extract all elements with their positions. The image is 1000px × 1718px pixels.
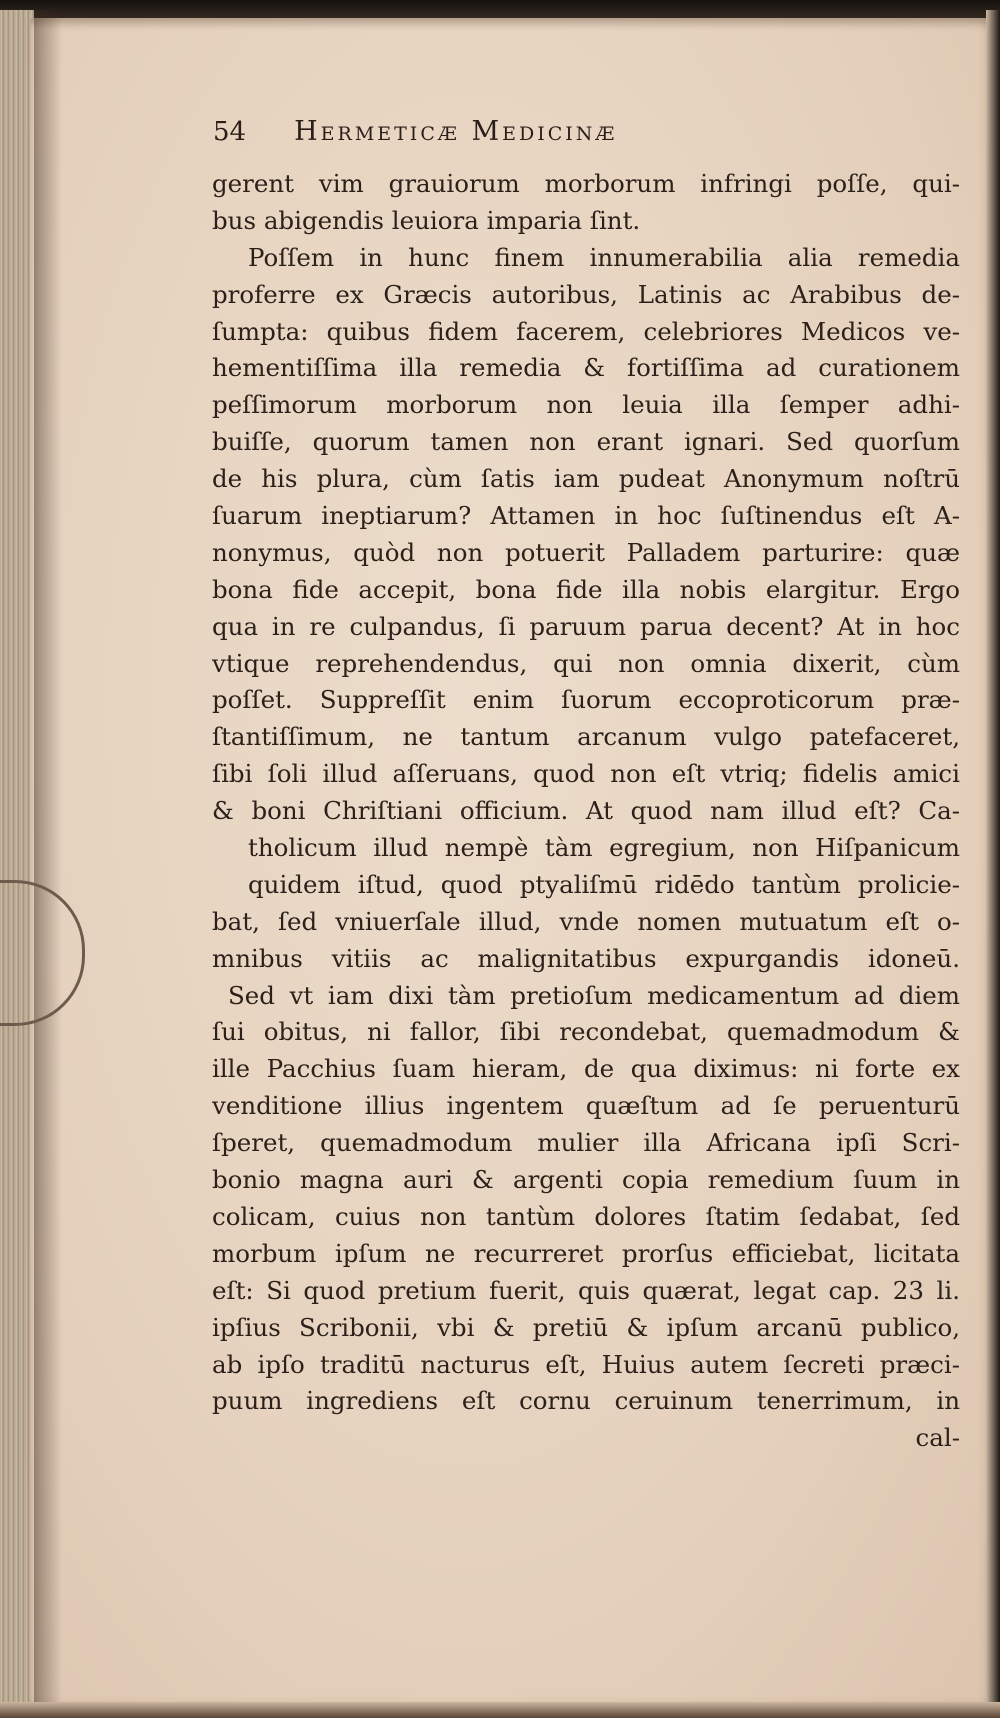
text-line: ſuarum ineptiarum? Attamen in hoc ſuſtinendus eſt A-	[212, 501, 960, 531]
text-line: hementiſſima illa remedia & fortiſſima ad curationem	[212, 353, 960, 383]
text-line: tholicum illud nempè tàm egregium, non Hiſpanicum	[248, 833, 960, 863]
text-line: ſibi ſoli illud aſſeruans, quod non eſt vtriq; fidelis amici	[212, 759, 960, 789]
text-line: quidem iſtud, quod ptyaliſmū ridēdo tantùm prolicie-	[248, 869, 960, 899]
text-line: ſui obitus, ni fallor, ſibi recondebat, quemadmodum &	[212, 1017, 960, 1047]
text-line: poſſet. Suppreſſit enim ſuorum eccoproticorum præ-	[212, 685, 960, 715]
spine-shadow	[34, 10, 62, 1718]
running-header	[213, 116, 793, 156]
right-edge	[986, 10, 1000, 1718]
page-number: 54	[213, 117, 247, 147]
text-line: buiſſe, quorum tamen non erant ignari. Sed quorſum	[212, 427, 960, 457]
text-line: ſperet, quemadmodum mulier illa Africana ipſi Scri-	[212, 1128, 960, 1158]
text-line: bonio magna auri & argenti copia remedium ſuum in	[212, 1165, 960, 1195]
text-line: cal-	[915, 1423, 960, 1453]
bottom-edge	[0, 1702, 1000, 1718]
text-line: puum ingrediens eſt cornu ceruinum tenerrimum, in	[212, 1386, 960, 1416]
text-line: ſtantiſſimum, ne tantum arcanum vulgo patefaceret,	[212, 722, 960, 752]
text-line: qua in re culpandus, ſi paruum parua decent? At in hoc	[212, 611, 960, 641]
text-line: morbum ipſum ne recurreret prorſus efficiebat, licitata	[212, 1238, 960, 1268]
text-line: & boni Chriſtiani officium. At quod nam illud eſt? Ca-	[212, 796, 960, 826]
text-line: mnibus vitiis ac malignitatibus expurgandis idoneū.	[212, 943, 960, 973]
text-line: Sed vt iam dixi tàm pretioſum medicamentum ad diem	[228, 980, 960, 1010]
running-title: Hermeticæ Medicinæ	[294, 116, 618, 147]
text-line: ſumpta: quibus fidem facerem, celebriores Medicos ve-	[212, 316, 960, 346]
text-line: colicam, cuius non tantùm dolores ſtatim ſedabat, ſed	[212, 1201, 960, 1231]
text-line: gerent vim grauiorum morborum infringi poſſe, qui-	[212, 169, 960, 198]
text-line: eſt: Si quod pretium fuerit, quis quærat, legat cap. 23 li.	[212, 1275, 960, 1305]
text-line: proferre ex Græcis autoribus, Latinis ac Arabibus de-	[212, 279, 960, 309]
text-line: ille Pacchius ſuam hieram, de qua diximus: ni forte ex	[212, 1054, 960, 1084]
text-line: nonymus, quòd non potuerit Palladem parturire: quæ	[212, 537, 960, 567]
body-text	[212, 166, 960, 1457]
text-line: Poſſem in hunc finem innumerabilia alia remedia	[248, 242, 960, 272]
text-line: bat, ſed vniuerſale illud, vnde nomen mutuatum eſt o-	[212, 906, 960, 936]
text-line: venditione illius ingentem quæſtum ad ſe peruenturū	[212, 1091, 960, 1121]
text-line: vtique reprehendendus, qui non omnia dixerit, cùm	[212, 648, 960, 678]
text-line: bona fide accepit, bona fide illa nobis elargitur. Ergo	[212, 574, 960, 604]
page-stack-edge	[0, 10, 34, 1718]
text-line: bus abigendis leuiora imparia ſint.	[212, 205, 641, 235]
text-line: ipſius Scribonii, vbi & pretiū & ipſum arcanū publico,	[212, 1312, 960, 1342]
text-line: ab ipſo traditū nacturus eſt, Huius autem ſecreti præci-	[212, 1349, 960, 1379]
text-line: de his plura, cùm ſatis iam pudeat Anonymum noſtrū	[212, 464, 960, 494]
text-line: peſſimorum morborum non leuia illa ſemper adhi-	[212, 390, 960, 420]
